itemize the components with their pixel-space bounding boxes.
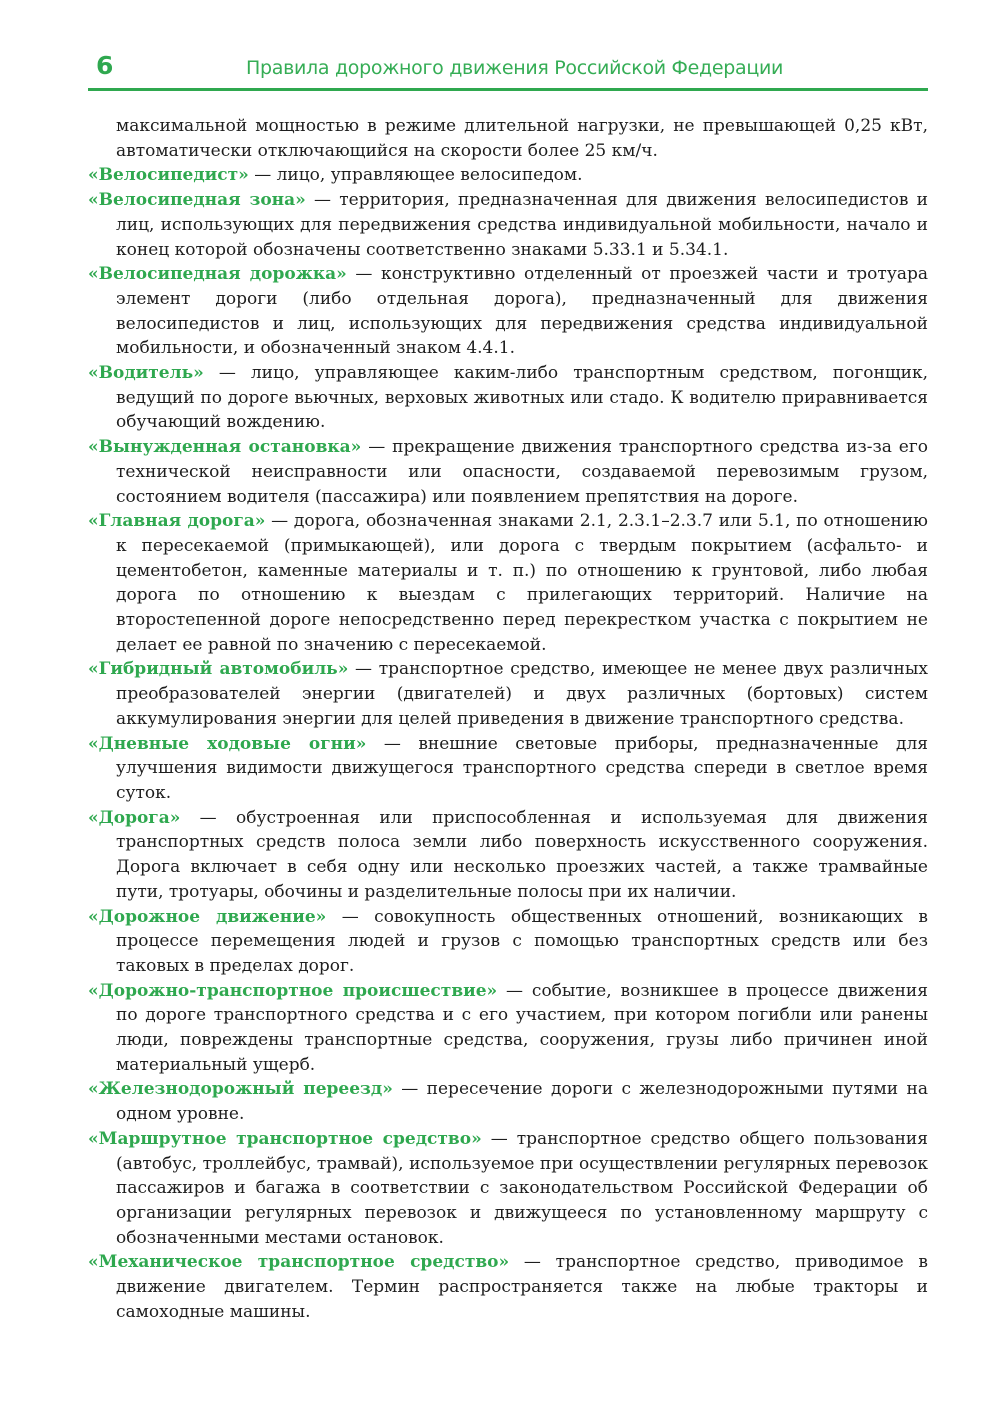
term: «Велосипедная дорожка» — [88, 264, 347, 285]
term: «Дневные ходовые огни» — [88, 733, 367, 754]
definition-text: — территория, предназначенная для движения велосипедистов и лиц, использующих для передвижения средства индивидуальной мобильности, начало и конец которой обозначены соответственно знаками 5.33.1 и 5.34.1. — [116, 190, 928, 260]
definition-entry — [88, 361, 928, 435]
term: «Гибридный автомобиль» — [88, 659, 349, 680]
definition-text: — совокупность общественных отношений, возникающих в процессе перемещения людей и грузов с помощью транспортных средств или без таковых в пределах дорог. — [116, 906, 928, 976]
definition-text: — внешние световые приборы, предназначенные для улучшения видимости движущегося транспортного средства спереди в светлое время суток. — [116, 733, 928, 803]
definition-text: — лицо, управляющее велосипедом. — [248, 165, 583, 186]
definition-entry — [88, 1250, 928, 1324]
definition-text: — транспортное средство, приводимое в движение двигателем. Термин распространяется также на любые тракторы и самоходные машины. — [116, 1252, 929, 1322]
definition-text: — пересечение дороги с железнодорожными путями на одном уровне. — [116, 1079, 928, 1125]
definition-entry — [88, 163, 928, 188]
term: «Дорожно-транспортное происшествие» — [88, 980, 498, 1001]
definition-text: — событие, возникшее в процессе движения по дороге транспортного средства и с его участием, при котором погибли или ранены люди, повреждены транспортные средства, сооружения, грузы либо причинен иной материальный ущерб. — [116, 980, 928, 1075]
term: «Велосипедист» — [88, 165, 249, 186]
definition-entry — [88, 806, 928, 905]
definition-text: — лицо, управляющее каким-либо транспортным средством, погонщик, ведущий по дороге вьючных, верховых животных или стадо. К водителю приравнивается обучающий вождению. — [116, 363, 928, 433]
definition-entry — [88, 188, 928, 262]
definitions-body — [88, 114, 928, 1324]
definition-entry — [88, 732, 928, 806]
term: «Маршрутное транспортное средство» — [88, 1128, 482, 1149]
page-header — [88, 50, 928, 88]
running-title: Правила дорожного движения Российской Федерации — [246, 57, 784, 79]
definition-entry — [88, 1127, 928, 1251]
header-divider — [88, 88, 928, 91]
term: «Главная дорога» — [88, 511, 266, 532]
definition-text: — дорога, обозначенная знаками 2.1, 2.3.1–2.3.7 или 5.1, по отношению к пересекаемой (примыкающей), или дорога с твердым покрытием (асфальто- и цементобетон, каменные материалы и т. п.) по отношению к грунтовой, либо любая дорога по отношению к выездам с прилегающих территорий. Наличие на второстепенной дороге непосредственно перед перекрестком участка с покрытием не делает ее равной по значению с пересекаемой. — [116, 511, 928, 655]
definition-entry — [88, 905, 928, 979]
term: «Дорога» — [88, 807, 181, 828]
term: «Велосипедная зона» — [88, 190, 306, 211]
definition-text: — обустроенная или приспособленная и используемая для движения транспортных средств полоса земли либо поверхность искусственного сооружения. Дорога включает в себя одну или несколько проезжих частей, а также трамвайные пути, тротуары, обочины и разделительные полосы при их наличии. — [116, 807, 928, 902]
continuation-paragraph: максимальной мощностью в режиме длительной нагрузки, не превышающей 0,25 кВт, автоматически отключающийся на скорости более 25 км/ч. — [116, 116, 928, 161]
definition-text: — конструктивно отделенный от проезжей части и тротуара элемент дороги (либо отдельная дорога), предназначенный для движения велосипедистов и лиц, использующих для передвижения средства индивидуальной мобильности, и обозначенный знаком 4.4.1. — [116, 264, 928, 359]
term: «Дорожное движение» — [88, 906, 327, 927]
definition-entry — [88, 1077, 928, 1126]
term: «Вынужденная остановка» — [88, 437, 362, 458]
page-number: 6 — [96, 51, 114, 80]
definition-entry — [88, 435, 928, 509]
definition-text: — транспортное средство, имеющее не менее двух различных преобразователей энергии (двигателей) и двух различных (бортовых) систем аккумулирования энергии для целей приведения в движение транспортного средства. — [116, 659, 928, 729]
definition-entry — [88, 509, 928, 657]
definition-entry — [88, 979, 928, 1078]
definition-text: — прекращение движения транспортного средства из-за его технической неисправности или опасности, создаваемой перевозимым грузом, состоянием водителя (пассажира) или появлением препятствия на дороге. — [116, 437, 928, 507]
definition-entry — [88, 657, 928, 731]
definition-entry — [88, 262, 928, 361]
term: «Железнодорожный переезд» — [88, 1079, 393, 1100]
term: «Водитель» — [88, 363, 204, 384]
definition-text: — транспортное средство общего пользования (автобус, троллейбус, трамвай), используемое при осуществлении регулярных перевозок пассажиров и багажа в соответствии с законодательством Российской Федерации об организации регулярных перевозок и движущееся по установленному маршруту с обозначенными местами остановок. — [116, 1128, 928, 1248]
term: «Механическое транспортное средство» — [88, 1252, 510, 1273]
